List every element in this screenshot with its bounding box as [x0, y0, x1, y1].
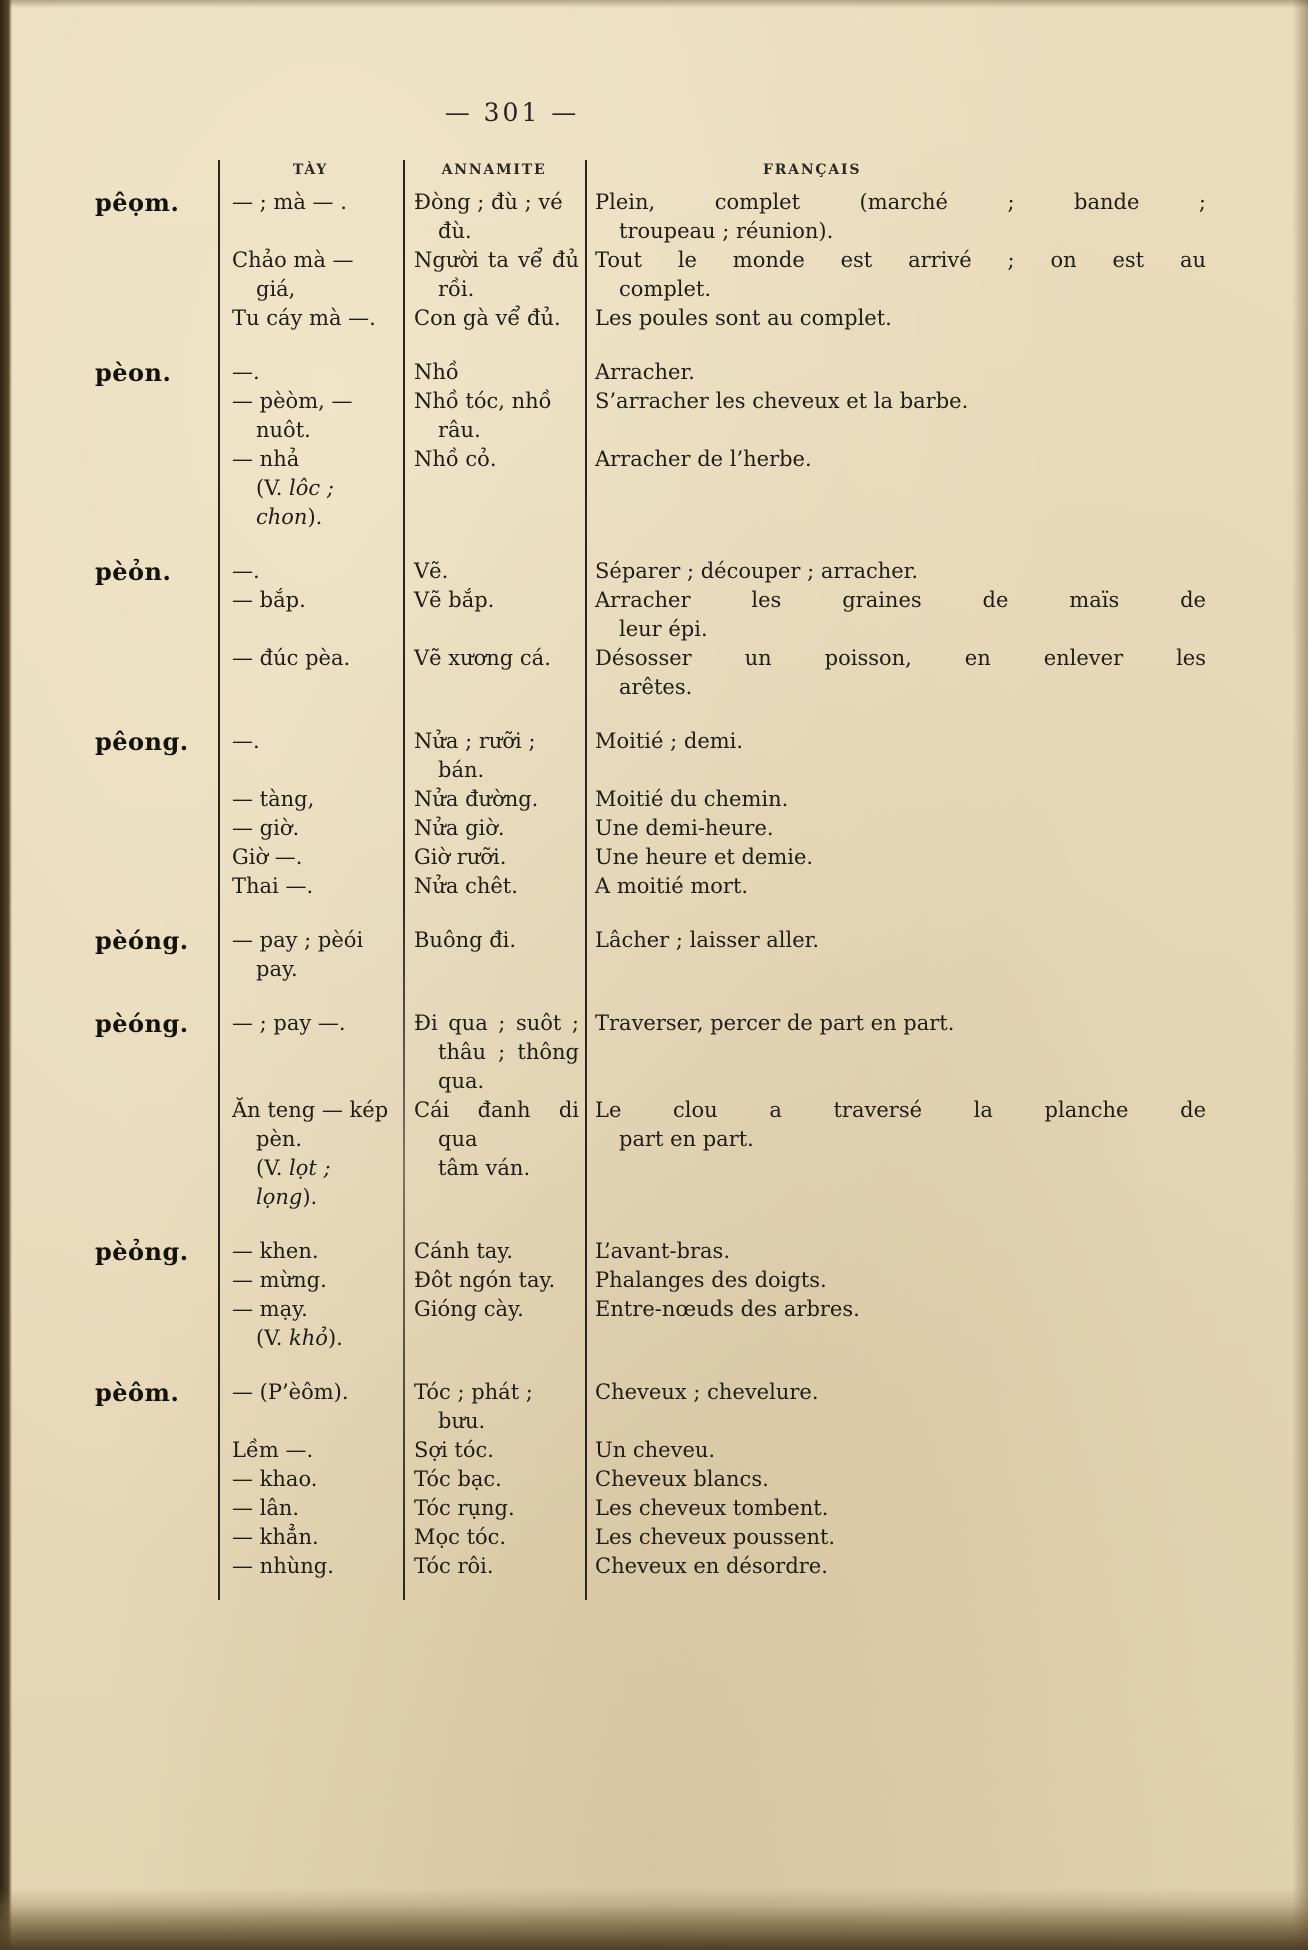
tay-text: [218, 1237, 403, 1266]
entry-line: Ăn teng — kép: [232, 1098, 389, 1122]
francais-text: [585, 1494, 1210, 1523]
entry-line: —.: [232, 360, 260, 384]
tay-text: [218, 1009, 403, 1038]
entry-line: Chảo mà — giá,: [232, 248, 354, 301]
tay-text: [218, 1096, 403, 1212]
francais-text: [585, 586, 1210, 644]
tay-text: [218, 1494, 403, 1523]
entry-line: Nửa chêt.: [414, 874, 518, 898]
annamite-text: [403, 246, 585, 304]
entry-line: — khen.: [232, 1239, 319, 1263]
entry-line: nuôt.: [256, 418, 311, 442]
francais-text: [585, 445, 1210, 474]
entry-line: — tàng,: [232, 787, 315, 811]
entry-line: Vẽ.: [414, 559, 449, 583]
entry-line: Buông đi.: [414, 928, 517, 952]
entry-line: Nhồ cỏ.: [414, 447, 497, 471]
entry-line: Tu cáy mà —.: [232, 306, 376, 330]
tay-text: [218, 1436, 403, 1465]
column-rule-2: [403, 160, 405, 1600]
entry-line: Nửa đường.: [414, 787, 539, 811]
entry-line: Nhồ tóc, nhồ râu.: [414, 389, 552, 442]
entry-line: arêtes.: [619, 675, 693, 699]
francais-text: [585, 644, 1210, 702]
entry-line: Cheveux ; chevelure.: [595, 1380, 819, 1404]
annamite-text: [403, 557, 585, 586]
entry-line: — pay ; pèói pay.: [232, 928, 364, 981]
entry-line: Mọc tóc.: [414, 1525, 507, 1549]
dictionary-entry: [95, 727, 1210, 901]
entry-line: Lâcher ; laisser aller.: [595, 928, 820, 952]
table-header-row: [95, 158, 1210, 178]
entry-line: Đôt ngón tay.: [414, 1268, 556, 1292]
entry-line: Cái đanh di qua: [414, 1098, 579, 1151]
entry-line: Les poules sont au complet.: [595, 306, 892, 330]
entry-line: — giờ.: [232, 816, 300, 840]
entry-line: — khao.: [232, 1467, 318, 1491]
entry-line: — nhùng.: [232, 1554, 334, 1578]
entry-line: Arracher.: [595, 360, 695, 384]
dictionary-entry: [95, 1378, 1210, 1581]
tay-text: [218, 785, 403, 814]
entry-line: leur épi.: [619, 617, 708, 641]
entry-line: Gióng cày.: [414, 1297, 524, 1321]
francais-text: [585, 926, 1210, 955]
headword: pêong.: [95, 727, 189, 756]
entry-line: Phalanges des doigts.: [595, 1268, 827, 1292]
annamite-text: [403, 1465, 585, 1494]
entry-line: Con gà vể đủ.: [414, 306, 561, 330]
entry-line: rồi.: [438, 277, 475, 301]
entry-line: — (P’èôm).: [232, 1380, 349, 1404]
entry-line: qua.: [438, 1069, 485, 1093]
tay-text: [218, 387, 403, 445]
column-rule-3: [585, 160, 587, 1600]
entry-line: Un cheveu.: [595, 1438, 716, 1462]
entry-line: — nhả: [232, 447, 300, 471]
entry-line: (V. lọt ; lọng).: [256, 1156, 331, 1209]
entry-line: Une heure et demie.: [595, 845, 814, 869]
entry-line: — đúc pèa.: [232, 646, 351, 670]
francais-text: [585, 1552, 1210, 1581]
column-header-francais: FRANÇAIS: [763, 162, 862, 178]
book-binding-shadow: [0, 0, 12, 1950]
francais-text: [585, 1237, 1210, 1266]
entry-line: Arracher de l’herbe.: [595, 447, 812, 471]
entry-line: L’avant-bras.: [595, 1239, 731, 1263]
entry-line: Giờ rưỡi.: [414, 845, 507, 869]
entry-line: Entre-nœuds des arbres.: [595, 1297, 860, 1321]
entry-line: Cheveux blancs.: [595, 1467, 769, 1491]
annamite-text: [403, 387, 585, 445]
annamite-text: [403, 1237, 585, 1266]
tay-text: [218, 1266, 403, 1295]
entry-line: — pèòm, —: [232, 389, 353, 413]
tay-text: [218, 304, 403, 333]
page-edge-right: [1292, 0, 1308, 1950]
entry-line: Vẽ xương cá.: [414, 646, 551, 670]
annamite-text: [403, 1494, 585, 1523]
tay-text: [218, 1295, 403, 1353]
francais-text: [585, 843, 1210, 872]
tay-text: [218, 843, 403, 872]
headword: pèôm.: [95, 1378, 180, 1407]
annamite-text: [403, 188, 585, 246]
dictionary-entry: [95, 926, 1210, 984]
column-header-tay: TÀY: [292, 162, 329, 178]
annamite-text: [403, 872, 585, 901]
entry-line: — bắp.: [232, 588, 306, 612]
dictionary-entry: [95, 1237, 1210, 1353]
annamite-text: [403, 1295, 585, 1324]
entry-line: Une demi-heure.: [595, 816, 774, 840]
headword: pèon.: [95, 358, 172, 387]
tay-text: [218, 1523, 403, 1552]
page-edge-bottom: [0, 1888, 1308, 1950]
dictionary-entry: [95, 1009, 1210, 1212]
francais-text: [585, 387, 1210, 416]
tay-text: [218, 586, 403, 615]
entry-line: — lân.: [232, 1496, 300, 1520]
entry-line: (V. lôc ; chon).: [256, 476, 334, 529]
entries-container: [95, 188, 1210, 1581]
entry-line: Đi qua ; suôt ;: [414, 1011, 579, 1035]
francais-text: [585, 304, 1210, 333]
entry-line: Tóc bạc.: [414, 1467, 502, 1491]
tay-text: [218, 1465, 403, 1494]
entry-line: Cheveux en désordre.: [595, 1554, 828, 1578]
francais-text: [585, 1096, 1210, 1154]
francais-text: [585, 1378, 1210, 1407]
francais-text: [585, 1523, 1210, 1552]
entry-line: Désosser un poisson, en enlever les: [595, 646, 1206, 670]
headword: pèỏn.: [95, 557, 172, 586]
column-header-annamite: ANNAMITE: [441, 162, 547, 178]
annamite-text: [403, 1266, 585, 1295]
entry-line: Moitié du chemin.: [595, 787, 789, 811]
francais-text: [585, 557, 1210, 586]
entry-line: Tóc rôi.: [414, 1554, 494, 1578]
entry-line: Tóc ; phát ; bưu.: [414, 1380, 533, 1433]
francais-text: [585, 1009, 1210, 1038]
entry-line: Người ta vể đủ: [414, 248, 579, 272]
annamite-text: [403, 304, 585, 333]
tay-text: [218, 557, 403, 586]
page-edge-top: [0, 0, 1308, 8]
headword: pèỏng.: [95, 1237, 189, 1266]
tay-text: [218, 188, 403, 217]
tay-text: [218, 926, 403, 984]
annamite-text: [403, 814, 585, 843]
entry-line: Vẽ bắp.: [414, 588, 495, 612]
tay-text: [218, 1378, 403, 1407]
entry-line: Nửa giờ.: [414, 816, 505, 840]
entry-line: — khẳn.: [232, 1525, 319, 1549]
francais-text: [585, 872, 1210, 901]
entry-line: troupeau ; réunion).: [619, 219, 834, 243]
entry-line: Nửa ; rưỡi ; bán.: [414, 729, 536, 782]
entry-line: Sợi tóc.: [414, 1438, 494, 1462]
dictionary-entry: [95, 358, 1210, 532]
entry-line: (V. khỏ).: [256, 1326, 343, 1350]
entry-line: S’arracher les cheveux et la barbe.: [595, 389, 969, 413]
annamite-text: [403, 1378, 585, 1436]
francais-text: [585, 188, 1210, 246]
tay-text: [218, 1552, 403, 1581]
tay-text: [218, 445, 403, 532]
entry-line: tâm ván.: [438, 1156, 531, 1180]
annamite-text: [403, 445, 585, 474]
entry-line: — ; pay —.: [232, 1011, 346, 1035]
entry-line: Moitié ; demi.: [595, 729, 744, 753]
entry-line: Le clou a traversé la planche de: [595, 1098, 1206, 1122]
francais-text: [585, 358, 1210, 387]
entry-line: —.: [232, 729, 260, 753]
francais-text: [585, 727, 1210, 756]
dictionary-entry: [95, 557, 1210, 702]
francais-text: [585, 1266, 1210, 1295]
annamite-text: [403, 727, 585, 785]
dictionary-entry: [95, 188, 1210, 333]
entry-line: Cánh tay.: [414, 1239, 514, 1263]
entry-line: Traverser, percer de part en part.: [595, 1011, 955, 1035]
headword: pêọm.: [95, 188, 180, 217]
francais-text: [585, 1465, 1210, 1494]
tay-text: [218, 358, 403, 387]
annamite-text: [403, 1009, 585, 1096]
annamite-text: [403, 1552, 585, 1581]
tay-text: [218, 872, 403, 901]
annamite-text: [403, 1096, 585, 1183]
entry-line: — mừng.: [232, 1268, 327, 1292]
column-rule-1: [218, 160, 220, 1600]
entry-line: Arracher les graines de maïs de: [595, 588, 1206, 612]
entry-line: Tout le monde est arrivé ; on est au: [595, 248, 1206, 272]
entry-line: Les cheveux tombent.: [595, 1496, 829, 1520]
francais-text: [585, 1295, 1210, 1324]
annamite-text: [403, 843, 585, 872]
entry-line: — mạy.: [232, 1297, 308, 1321]
headword: pèóng.: [95, 926, 189, 955]
dictionary-table: [95, 158, 1210, 1606]
francais-text: [585, 814, 1210, 843]
page-number: — 301 —: [444, 98, 580, 127]
tay-text: [218, 246, 403, 304]
entry-line: thâu ; thông: [438, 1040, 579, 1064]
tay-text: [218, 727, 403, 756]
annamite-text: [403, 358, 585, 387]
annamite-text: [403, 1523, 585, 1552]
entry-line: A moitié mort.: [595, 874, 749, 898]
francais-text: [585, 246, 1210, 304]
annamite-text: [403, 1436, 585, 1465]
entry-line: — ; mà — .: [232, 190, 347, 214]
francais-text: [585, 1436, 1210, 1465]
entry-line: Les cheveux poussent.: [595, 1525, 836, 1549]
annamite-text: [403, 644, 585, 673]
annamite-text: [403, 785, 585, 814]
tay-text: [218, 814, 403, 843]
entry-line: Tóc rụng.: [414, 1496, 515, 1520]
entry-line: Thai —.: [232, 874, 314, 898]
entry-line: Séparer ; découper ; arracher.: [595, 559, 919, 583]
francais-text: [585, 785, 1210, 814]
entry-line: Đòng ; đù ; vé đù.: [414, 190, 563, 243]
entry-line: Lềm —.: [232, 1438, 314, 1462]
entry-line: Nhồ: [414, 360, 459, 384]
annamite-text: [403, 586, 585, 615]
entry-line: pèn.: [256, 1127, 303, 1151]
entry-line: part en part.: [619, 1127, 754, 1151]
entry-line: —.: [232, 559, 260, 583]
entry-line: complet.: [619, 277, 712, 301]
entry-line: Giờ —.: [232, 845, 303, 869]
tay-text: [218, 644, 403, 673]
entry-line: Plein, complet (marché ; bande ;: [595, 190, 1206, 214]
headword: pèóng.: [95, 1009, 189, 1038]
annamite-text: [403, 926, 585, 955]
